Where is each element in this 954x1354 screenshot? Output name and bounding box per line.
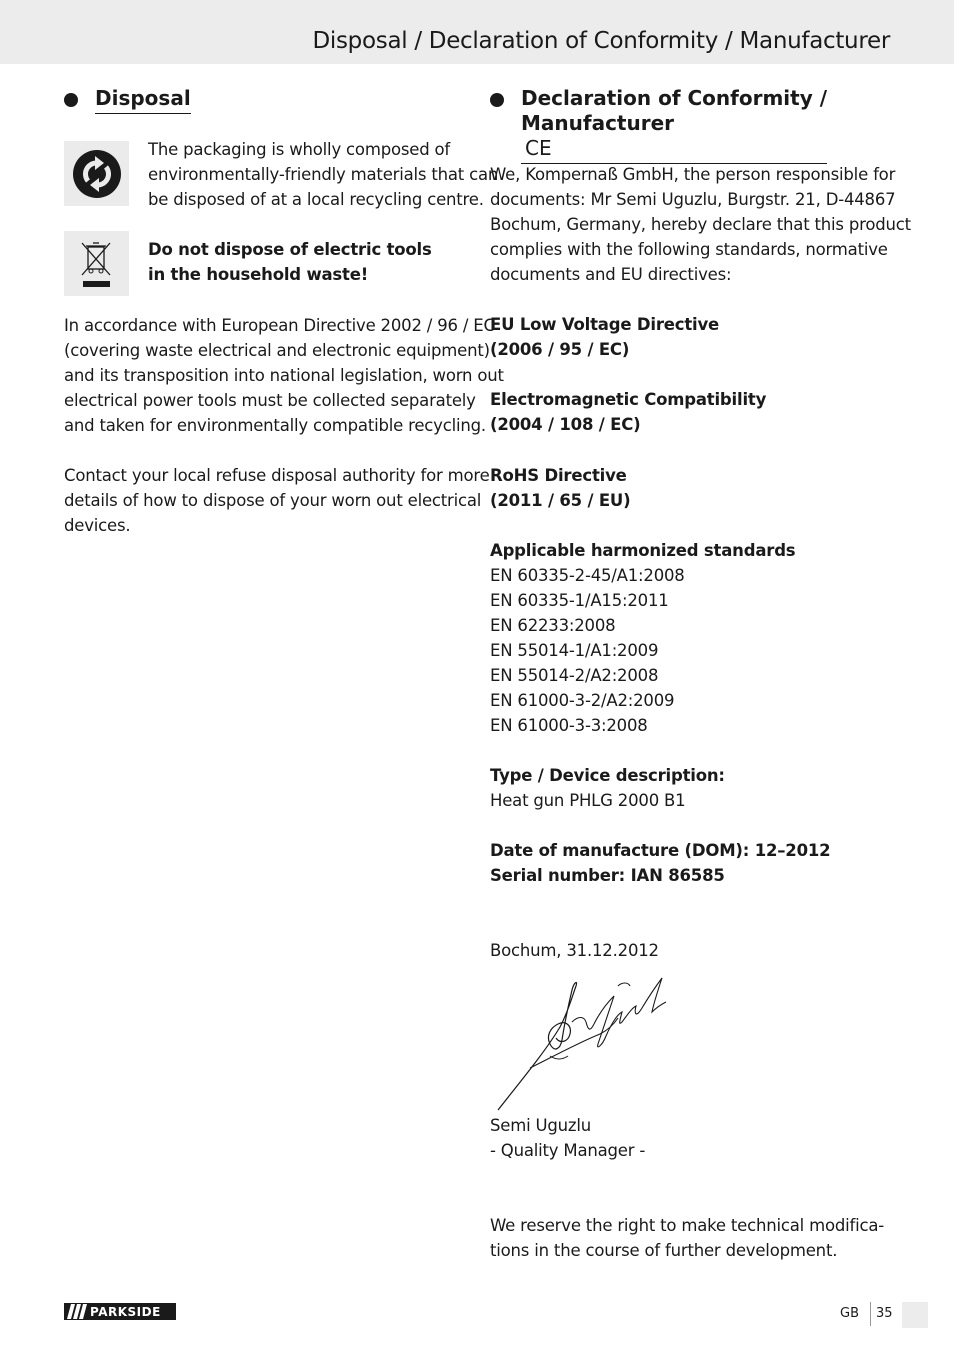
packaging-text (148, 137, 498, 212)
intro-line: documents: Mr Semi Uguzlu, Burgstr. 21, D-44867 (490, 190, 896, 209)
conformity-heading (490, 86, 827, 164)
contact-line: devices. (64, 516, 131, 535)
standard-item: EN 62233:2008 (490, 616, 616, 635)
standard-item: EN 55014-2/A2:2008 (490, 666, 659, 685)
page-number: 35 (876, 1306, 893, 1321)
emc-line: (2004 / 108 / EC) (490, 415, 641, 434)
lvd-line: (2006 / 95 / EC) (490, 340, 630, 359)
signature-image (490, 972, 700, 1114)
directive-line: In accordance with European Directive 2002 / 96 / EC (64, 316, 495, 335)
intro-line: We, Kompernaß GmbH, the person responsible for (490, 165, 896, 184)
intro-line: complies with the following standards, normative (490, 240, 888, 259)
contact-text (64, 463, 490, 538)
warning-line: Do not dispose of electric tools (148, 240, 432, 259)
signer-block (490, 1113, 645, 1163)
emc-directive (490, 387, 766, 437)
brand-logo (64, 1303, 176, 1320)
packaging-line: The packaging is wholly composed of (148, 140, 451, 159)
standards-block (490, 538, 795, 738)
reserve-line: We reserve the right to make technical modifica- (490, 1216, 885, 1235)
reserve-text (490, 1213, 884, 1263)
footer-divider (870, 1302, 871, 1326)
standard-item: EN 60335-1/A15:2011 (490, 591, 669, 610)
type-heading: Type / Device description: (490, 766, 725, 785)
page-title: Disposal / Declaration of Conformity / Manufacturer (312, 28, 890, 54)
directive-line: and taken for environmentally compatible recycling. (64, 416, 486, 435)
packaging-line: environmentally-friendly materials that can (148, 165, 499, 184)
warning-line: in the household waste! (148, 265, 369, 284)
contact-line: details of how to dispose of your worn out electrical (64, 491, 482, 510)
lvd-line: EU Low Voltage Directive (490, 315, 720, 334)
directive-line: (covering waste electrical and electronic equipment) (64, 341, 490, 360)
intro-line: documents and EU directives: (490, 265, 732, 284)
intro-line: Bochum, Germany, hereby declare that this product (490, 215, 911, 234)
rohs-directive (490, 463, 630, 513)
rohs-line: (2011 / 65 / EU) (490, 491, 631, 510)
serial-line: Serial number: IAN 86585 (490, 866, 725, 885)
signer-role: - Quality Manager - (490, 1141, 646, 1160)
emc-line: Electromagnetic Compatibility (490, 390, 767, 409)
directive-line: and its transposition into national legislation, worn out (64, 366, 504, 385)
warning-text (148, 237, 432, 287)
standard-item: EN 61000-3-2/A2:2009 (490, 691, 675, 710)
crossed-bin-icon (64, 231, 129, 296)
conformity-intro (490, 162, 911, 287)
type-block (490, 763, 725, 813)
bullet-icon (64, 93, 78, 107)
footer-box (902, 1302, 928, 1328)
ce-mark-icon: CE (525, 136, 552, 160)
signer-name: Semi Uguzlu (490, 1116, 592, 1135)
standard-item: EN 55014-1/A1:2009 (490, 641, 659, 660)
place-date: Bochum, 31.12.2012 (490, 941, 659, 960)
directive-text (64, 313, 504, 438)
type-value: Heat gun PHLG 2000 B1 (490, 791, 686, 810)
standards-heading: Applicable harmonized standards (490, 541, 796, 560)
directive-line: electrical power tools must be collected separately (64, 391, 476, 410)
standard-item: EN 61000-3-3:2008 (490, 716, 648, 735)
standard-item: EN 60335-2-45/A1:2008 (490, 566, 685, 585)
conformity-heading-line2: Manufacturer (521, 111, 675, 135)
packaging-line: be disposed of at a local recycling centre. (148, 190, 484, 209)
bullet-icon (490, 93, 504, 107)
dom-line: Date of manufacture (DOM): 12–2012 (490, 841, 831, 860)
language-code: GB (840, 1306, 859, 1321)
lvd-directive (490, 312, 719, 362)
reserve-line: tions in the course of further development. (490, 1241, 838, 1260)
brand-name: PARKSIDE (90, 1304, 161, 1319)
rohs-line: RoHS Directive (490, 466, 627, 485)
contact-line: Contact your local refuse disposal authority for more (64, 466, 490, 485)
brand-stripes-icon (66, 1303, 88, 1320)
disposal-heading-text: Disposal (95, 86, 191, 110)
disposal-heading (64, 86, 191, 114)
conformity-heading-line1: Declaration of Conformity / (521, 86, 828, 110)
recycling-icon (64, 141, 129, 206)
dom-serial-block (490, 838, 830, 888)
